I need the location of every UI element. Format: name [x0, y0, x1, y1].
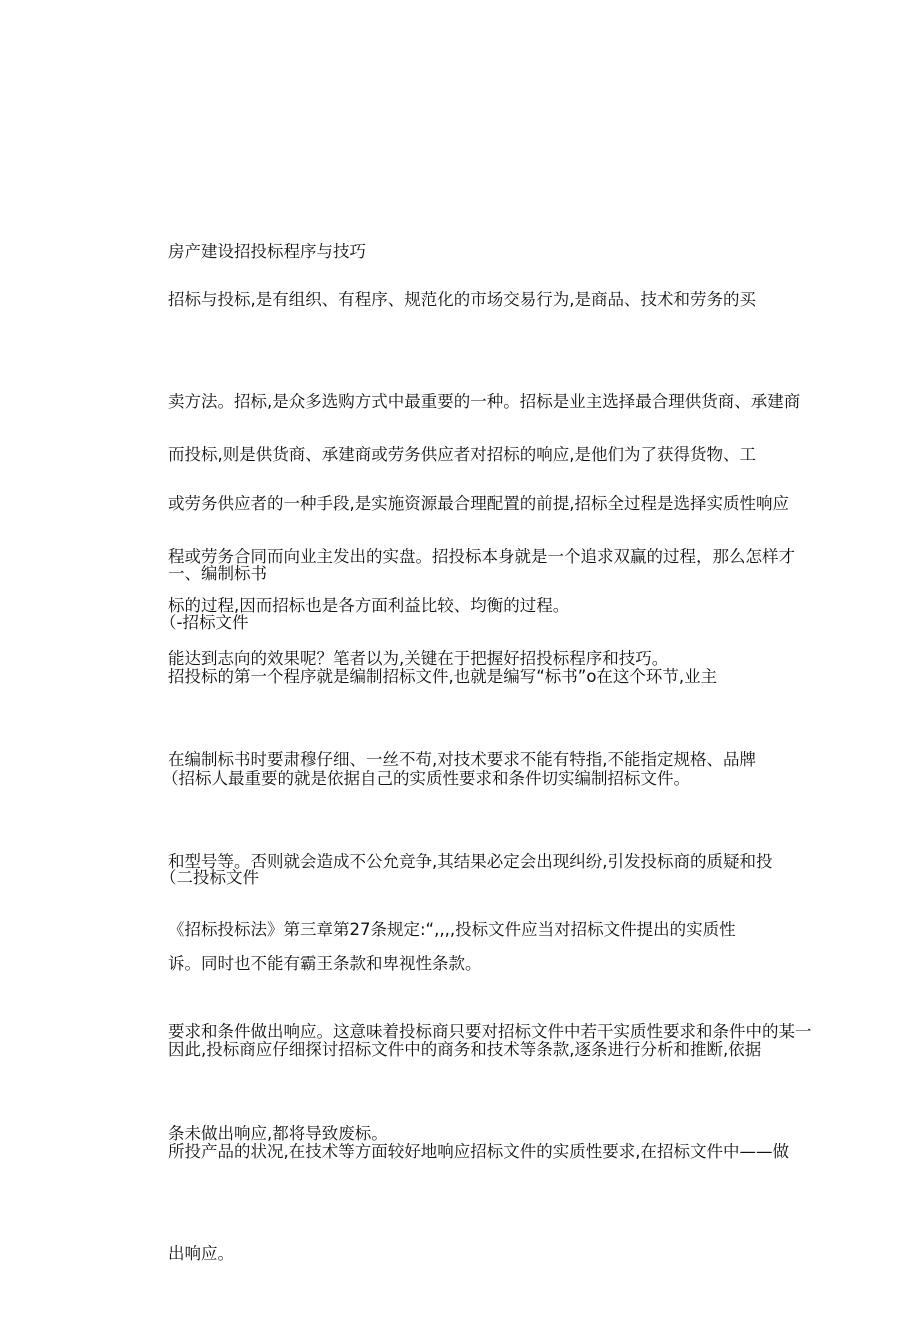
paragraph-line: 而投标,则是供货商、承建商或劳务供应者对招标的响应,是他们为了获得货物、工: [168, 445, 756, 464]
paragraph-line: 《招标投标法》第三章第27条规定:“,,,,投标文件应当对招标文件提出的实质性: [168, 920, 736, 939]
paragraph-line: 条未做出响应,都将导致废标。: [168, 1124, 388, 1143]
paragraph-line: 或劳务供应者的一种手段,是实施资源最合理配置的前提,招标全过程是选择实质性响应: [168, 494, 789, 513]
paragraph-line: 要求和条件做出响应。这意味着投标商只要对招标文件中若干实质性要求和条件中的某一: [168, 1022, 812, 1041]
paragraph-line: 因此,投标商应仔细探讨招标文件中的商务和技术等条款,逐条进行分析和推断,依据: [168, 1040, 762, 1059]
paragraph-line: 诉。同时也不能有霸王条款和卑视性条款。: [168, 954, 482, 973]
paragraph-line: 在编制标书时要肃穆仔细、一丝不苟,对技术要求不能有特指,不能指定规格、品牌: [168, 750, 756, 769]
heading-line: （二投标文件: [160, 868, 259, 887]
heading-line: （-招标文件: [160, 613, 249, 632]
paragraph-line: 程或劳务合同而向业主发出的实盘。招投标本身就是一个追求双赢的过程，那么怎样才: [168, 547, 795, 566]
paragraph-line: 出响应。: [168, 1244, 234, 1263]
paragraph-line: 招投标的第一个程序就是编制招标文件,也就是编写“标书”o在这个环节,业主: [168, 667, 718, 686]
paragraph-line: 招标与投标,是有组织、有程序、规范化的市场交易行为,是商品、技术和劳务的买: [168, 290, 756, 309]
paragraph-line: （招标人最重要的就是依据自己的实质性要求和条件切实编制招标文件。: [162, 769, 690, 788]
paragraph-line: 标的过程,因而招标也是各方面利益比较、均衡的过程。: [168, 596, 570, 615]
title-line: 房产建设招投标程序与技巧: [168, 242, 366, 261]
paragraph-line: 卖方法。招标,是众多选购方式中最重要的一种。招标是业主选择最合理供货商、承建商: [168, 392, 801, 411]
heading-line: 一、编制标书: [168, 564, 267, 583]
paragraph-line: 所投产品的状况,在技术等方面较好地响应招标文件的实质性要求,在招标文件中——做: [168, 1142, 789, 1161]
paragraph-6: [168, 965, 812, 1339]
paragraph-line: 和型号等。否则就会造成不公允竞争,其结果必定会出现纠纷,引发投标商的质疑和投: [168, 852, 773, 871]
paragraph-line: 能达到志向的效果呢？笔者以为,关键在于把握好招投标程序和技巧。: [168, 649, 669, 668]
